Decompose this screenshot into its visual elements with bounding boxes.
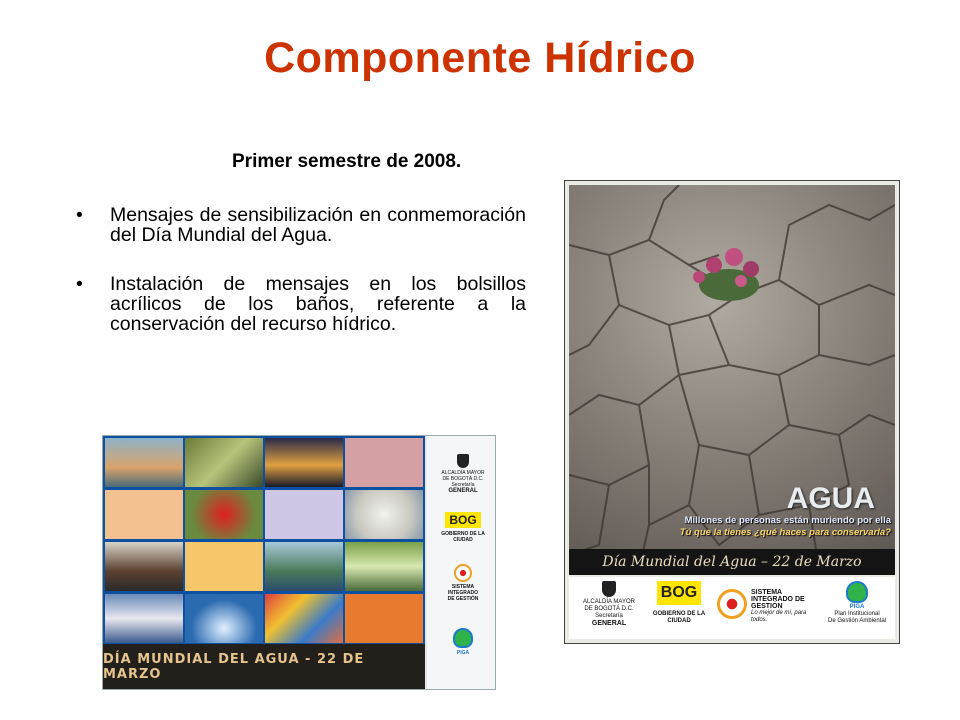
color-tile — [345, 438, 423, 487]
bullet-text: Mensajes de sensibilización en conmemoración del Día Mundial del Agua. — [110, 204, 526, 246]
collage-logo-column — [425, 436, 496, 689]
flower-icon — [693, 248, 759, 301]
bullet-item — [76, 274, 526, 334]
color-tile — [345, 594, 423, 643]
circle-icon — [454, 564, 472, 582]
photo-tile — [265, 542, 343, 591]
bullet-text: Instalación de mensajes en los bolsillos acrílicos de los baños, referente a la conservación del recurso hídrico. — [110, 273, 526, 335]
shield-icon — [457, 454, 469, 468]
alcaldia-logo: ALCALDÍA MAYOR DE BOGOTÁ D.C. Secretaría GENERAL — [435, 454, 491, 494]
cracked-earth-photo — [569, 185, 895, 569]
bog-logo: BOG GOBIERNO DE LA CIUDAD — [441, 513, 485, 543]
bullet-item — [76, 205, 526, 245]
bullet-list — [76, 205, 526, 363]
agua-poster-image — [564, 180, 900, 644]
slide-title: Componente Hídrico — [264, 34, 696, 82]
color-tile — [105, 490, 183, 539]
photo-tile — [345, 490, 423, 539]
mascot-icon — [453, 628, 473, 648]
collage-poster-image — [102, 435, 496, 690]
collage-banner: DÍA MUNDIAL DEL AGUA - 22 DE MARZO — [103, 644, 425, 689]
alcaldia-logo: ALCALDÍA MAYOR DE BOGOTÁ D.C. Secretaría GENERAL — [579, 581, 639, 635]
poster-headline: AGUA — [786, 482, 875, 515]
bog-logo: BOG GOBIERNO DE LA CIUDAD — [647, 581, 711, 635]
piga-logo: PIGA — [435, 628, 491, 656]
photo-tile — [105, 594, 183, 643]
mascot-icon — [846, 581, 868, 603]
poster-logo-strip — [569, 577, 895, 639]
circle-icon — [717, 589, 747, 619]
shield-icon — [602, 581, 616, 597]
color-tile — [185, 542, 263, 591]
color-tile — [265, 490, 343, 539]
bullet-marker: • — [76, 273, 83, 295]
sig-logo: SISTEMA INTEGRADO DE GESTIÓN — [435, 564, 491, 602]
photo-tile — [185, 438, 263, 487]
poster-banner: Día Mundial del Agua – 22 de Marzo — [569, 549, 895, 575]
poster-subtext: Millones de personas están muriendo por ella Tú que la tienes ¿qué haces para conservarla? — [679, 515, 891, 538]
photo-tile — [265, 438, 343, 487]
photo-tile — [105, 542, 183, 591]
piga-logo: PIGA Plan Institucional De Gestión Ambiental — [823, 581, 891, 635]
bullet-marker: • — [76, 204, 83, 226]
photo-grid — [103, 436, 425, 689]
photo-tile — [105, 438, 183, 487]
photo-tile — [185, 490, 263, 539]
photo-tile — [185, 594, 263, 643]
photo-tile — [265, 594, 343, 643]
photo-tile — [345, 542, 423, 591]
slide-subtitle: Primer semestre de 2008. — [232, 151, 462, 172]
sig-logo: SISTEMA INTEGRADO DE GESTIÓN Lo mejor de mí, para todos. — [717, 581, 817, 635]
